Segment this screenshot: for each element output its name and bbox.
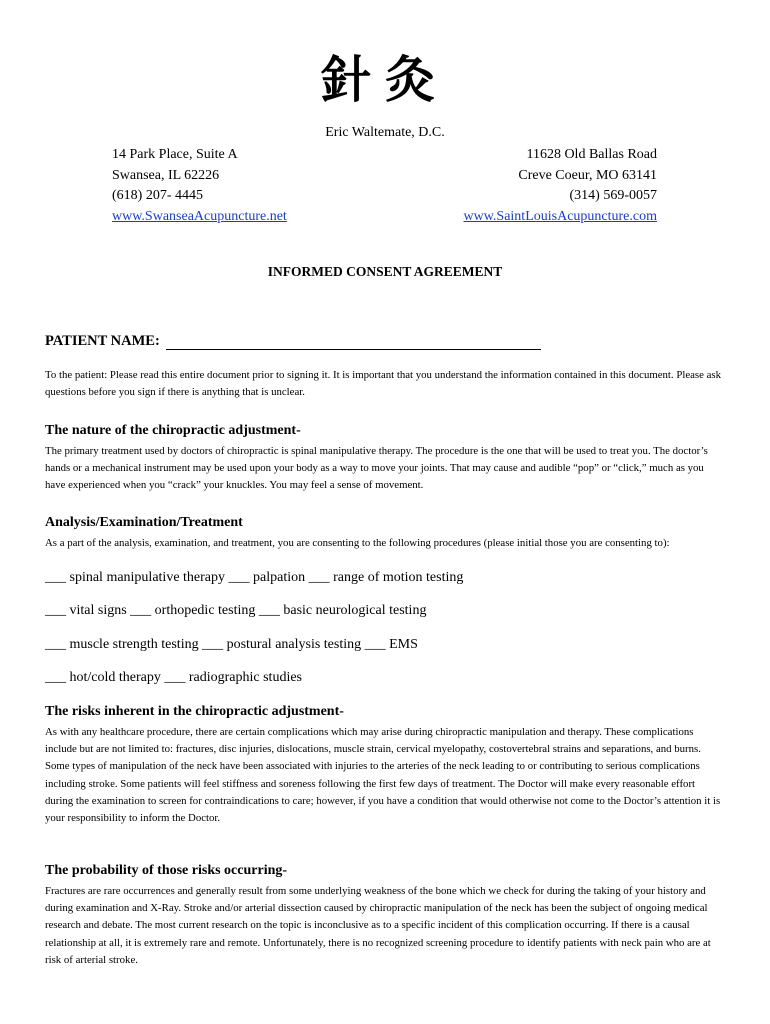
section-body: The primary treatment used by doctors of chiropractic is spinal manipulative therapy. The procedure is the one that will be used to treat you. The doctor’s hands or a mechanical instrument may be used upon your body as a way to move your joints. That may cause and audible “pop” or “click,” much as you have experienced when you “crack” your knuckles. You may feel a sense of movement. xyxy=(45,445,708,492)
patient-name-row xyxy=(45,333,541,350)
website-link[interactable]: www.SaintLouisAcupuncture.com xyxy=(463,208,657,224)
patient-name-field[interactable] xyxy=(166,334,541,350)
website-link[interactable]: www.SwanseaAcupuncture.net xyxy=(112,208,287,224)
section-heading: Analysis/Examination/Treatment xyxy=(45,515,243,530)
patient-name-label: PATIENT NAME: xyxy=(45,333,160,349)
section-heading: The nature of the chiropractic adjustment- xyxy=(45,423,301,438)
procedure-row: ___ hot/cold therapy ___ radiographic studies xyxy=(45,670,302,685)
phone-number: (314) 569-0057 xyxy=(569,188,657,203)
address-city: Swansea, IL 62226 xyxy=(112,167,220,183)
procedure-row: ___ vital signs ___ orthopedic testing ___ basic neurological testing xyxy=(45,603,427,618)
address-line: 11628 Old Ballas Road xyxy=(526,147,657,162)
section-body: As a part of the analysis, examination, and treatment, you are consenting to the following procedures (please initial those you are consenting to): xyxy=(45,537,670,549)
section-heading: The probability of those risks occurring- xyxy=(45,863,288,878)
procedure-row: ___ spinal manipulative therapy ___ palpation ___ range of motion testing xyxy=(45,570,464,585)
address-city: Creve Coeur, MO 63141 xyxy=(518,167,657,183)
section-heading: The risks inherent in the chiropractic adjustment- xyxy=(45,704,344,719)
address-line: 14 Park Place, Suite A xyxy=(112,147,238,162)
document-title: INFORMED CONSENT AGREEMENT xyxy=(267,264,503,279)
phone-number: (618) 207- 4445 xyxy=(112,188,203,203)
doctor-name: Eric Waltemate, D.C. xyxy=(325,125,445,140)
intro-paragraph: To the patient: Please read this entire document prior to signing it. It is important that you understand the information contained in this document. Please ask questions before you sign if there is anything that is unclear. xyxy=(45,369,722,399)
office-address-left xyxy=(112,145,287,227)
acupuncture-logo: 針灸 xyxy=(321,50,449,109)
section-body: As with any healthcare procedure, there are certain complications which may arise during chiropractic manipulation and therapy. These complications include but are not limited to: fractures, disc injuries, dislocations, muscle strain, cervical myelopathy, costovertebral strains and separations, and burns. Some types of manipulation of the neck have been associated with injuries to the arteries of the neck leading to or contributing to serious complications including stroke. Some patients will feel stiffness and soreness following the first few days of treatment. The Doctor will make every reasonable effort during the examination to screen for contraindications to care; however, if you have a condition that would otherwise not come to the Doctor’s attention it is your responsibility to inform the Doctor. xyxy=(45,726,721,825)
procedure-row: ___ muscle strength testing ___ postural analysis testing ___ EMS xyxy=(45,637,418,652)
office-address-right xyxy=(464,145,658,227)
section-body: Fractures are rare occurrences and generally result from some underlying weakness of the bone which we check for during the taking of your history and during examination and X-Ray. Stroke and/or arterial dissection caused by chiropractic manipulation of the neck has been the subject of ongoing medical research and debate. The most current research on the topic is inconclusive as to a specific incident of this complication occurring. If there is a causal relationship at all, it is extremely rare and remote. Unfortunately, there is no recognized screening procedure to identify patients with neck pain who are at risk of arterial stroke. xyxy=(45,885,711,966)
